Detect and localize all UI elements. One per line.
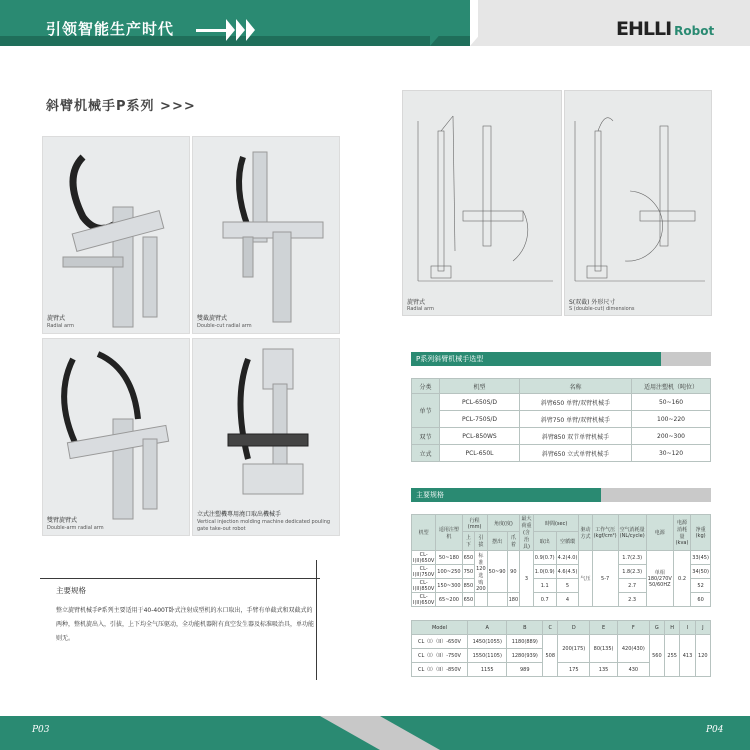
air-cell: 1.8(2.3) [618, 565, 646, 579]
header-cell: D [558, 621, 590, 635]
name-cell: 斜臂650 单臂/双臂机械手 [520, 394, 632, 411]
specs-title-bar: 主要规格 [411, 488, 601, 502]
model-cell: CL-I(II)850V [413, 579, 435, 592]
air-cell: 2.7 [618, 579, 646, 593]
model-cell: PCL-650S/D [440, 394, 520, 411]
photo-radial-arm [42, 136, 190, 334]
updown-cell: 850 [462, 579, 475, 593]
vertical-robot-image [193, 339, 341, 537]
model-cell: CL（I）（II）-750V [412, 649, 468, 663]
updown-cell: 650 [462, 593, 475, 607]
weight-cell: 34(50) [691, 565, 711, 579]
photo-double-arm-radial-arm [42, 338, 190, 536]
drawing-caption-en: Radial arm [407, 306, 434, 312]
dim-h-cell: 255 [665, 635, 680, 677]
dim-j-cell: 120 [695, 635, 710, 677]
header-cell: C [543, 621, 558, 635]
spec-title: 主要规格 [56, 586, 86, 595]
header-cell: A [468, 621, 507, 635]
dim-b-cell: 1180(889) [507, 635, 543, 649]
header-cell: 适用注塑机 [436, 515, 462, 551]
model-cell: CL-I(II)750V [413, 565, 435, 578]
model-cell: PCL-850WS [440, 428, 520, 445]
chevron-right-icon [236, 19, 245, 41]
page-number-left: P03 [32, 725, 50, 735]
category-cell: 单节 [412, 394, 440, 428]
cycle-cell: 4.2(4.0) [556, 551, 579, 565]
name-cell: 斜臂850 双节单臂机械手 [520, 428, 632, 445]
dim-g-cell: 560 [649, 635, 664, 677]
drive-cell: 气压 [579, 551, 592, 607]
header-cell: 時間(sec) [533, 515, 579, 532]
caption: 旋臂式 [47, 315, 66, 322]
updown-cell: 750 [462, 565, 475, 579]
dim-c-cell: 508 [543, 635, 558, 677]
table-header-row [412, 379, 711, 394]
drawing-caption: 旋臂式 [407, 299, 426, 306]
drawing-caption: S(双截) 外形尺寸 [569, 299, 616, 306]
header-cell: 空气消耗量(NL/cycle) [618, 515, 646, 551]
caption: 雙截旋臂式 [197, 315, 228, 322]
header-cell: 电源消耗量(kva) [673, 515, 690, 551]
table-row [412, 445, 711, 462]
technical-drawing-image [403, 91, 563, 317]
caption-en: Radial arm [47, 323, 74, 329]
footer-slant [320, 716, 380, 750]
spec-text: 整立旋臂机械手P系列主要适用于40-400T卧式注射成型机的水口取出，手臂有单截式和双截式的两种，整机旋出入，引拔，上下均全气压驱动，全功能机器附有真空发生器及标准吸治具，单功能则无。 [56, 607, 315, 642]
page-number-right: P04 [706, 725, 724, 735]
header-cell: 机型 [440, 379, 520, 394]
header-cell: 角度(度) [487, 515, 519, 532]
machine-cell: 100~250 [436, 565, 462, 579]
header-cell: 名称 [520, 379, 632, 394]
radial-arm-robot-image [43, 137, 191, 335]
grip-cell: 180 [507, 593, 520, 607]
take-cell: 1.1 [533, 579, 556, 593]
table-header-row [412, 621, 711, 635]
arrow-line-icon [196, 29, 226, 32]
power-cell: 单相180/270V 50/60HZ [646, 551, 673, 607]
footer-slant [380, 716, 440, 750]
header-cell: 驱动方式 [579, 515, 592, 551]
take-cell: 0.9(0.7) [533, 551, 556, 565]
title-bar-tail [601, 488, 711, 502]
header-cell: G [649, 621, 664, 635]
header-cell: 净重(kg) [691, 515, 711, 551]
model-cell: PCL-750S/D [440, 411, 520, 428]
table-row [412, 428, 711, 445]
selection-title-bar: P系列斜臂机械手选型 [411, 352, 661, 366]
header-cell: 行程(mm) [462, 515, 487, 532]
header-cell: 工作气压(kgf/cm²) [592, 515, 618, 551]
swing-cell [487, 593, 507, 607]
caption-en: Vertical injection molding machine dedicated pouling gate take-out robot [197, 519, 331, 532]
caption: 雙臂旋臂式 [47, 517, 78, 524]
photo-double-cut-radial-arm [192, 136, 340, 334]
tonnage-cell: 30~120 [632, 445, 711, 462]
header-cell: F [617, 621, 649, 635]
weight-cell: 33(45) [691, 551, 711, 565]
pull-cell: 标准 120 选购 200 [476, 552, 486, 592]
power-use-cell: 0.2 [673, 551, 690, 607]
selection-table [411, 378, 711, 462]
tonnage-cell: 50~160 [632, 394, 711, 411]
cycle-cell: 4 [556, 593, 579, 607]
air-cell: 1.7(2.3) [618, 551, 646, 565]
caption: 立式注塑機專用澆口取出機械手 [197, 511, 282, 518]
double-arm-robot-image [43, 339, 191, 537]
caption-en: Double-cut radial arm [197, 323, 252, 329]
header-cell: J [695, 621, 710, 635]
tonnage-cell: 100~220 [632, 411, 711, 428]
model-cell: CL-I(II)650V [413, 593, 435, 606]
weight-cell: 52 [691, 579, 711, 593]
weight-cell: 60 [691, 593, 711, 607]
cycle-cell: 5 [556, 579, 579, 593]
divider-horizontal [40, 578, 320, 579]
dim-a-cell: 1155 [468, 663, 507, 677]
dim-e-cell: 80(135) [590, 635, 618, 663]
header-slant [430, 0, 470, 46]
air-cell: 2.3 [618, 593, 646, 607]
model-cell: PCL-650L [440, 445, 520, 462]
dim-f-cell: 420(430) [617, 635, 649, 663]
brand-logo [616, 18, 714, 40]
pressure-cell: 5-7 [592, 551, 618, 607]
specs-table [411, 514, 711, 607]
header-cell: 空循環 [556, 532, 579, 551]
dim-a-cell: 1450(1055) [468, 635, 507, 649]
header-cell: B [507, 621, 543, 635]
dim-d-cell: 175 [558, 663, 590, 677]
take-cell: 1.0(0.9) [533, 565, 556, 579]
header-cell: 上下 [462, 532, 475, 551]
chevron-right-icon [226, 19, 235, 41]
caption-en: Double-arm radial arm [47, 525, 104, 531]
header-cell: I [680, 621, 695, 635]
header-cell: E [590, 621, 618, 635]
photo-vertical-take-out-robot [192, 338, 340, 536]
category-cell: 立式 [412, 445, 440, 462]
section-title: 斜臂机械手P系列 >>> [46, 99, 196, 114]
table-header-row [412, 515, 711, 532]
slogan: 引领智能生产时代 [46, 20, 175, 38]
header-cell: 适用注塑机（吨位） [632, 379, 711, 394]
name-cell: 斜臂750 单臂/双臂机械手 [520, 411, 632, 428]
take-cell: 0.7 [533, 593, 556, 607]
technical-drawing-image [565, 91, 713, 317]
pull-cell [475, 593, 488, 607]
machine-cell: 150~300 [436, 579, 462, 593]
header-cell: 取出 [533, 532, 556, 551]
header-cell: 最大荷重(含治具) [521, 516, 532, 550]
header-cell: 分类 [412, 379, 440, 394]
logo-word: Robot [674, 23, 715, 38]
load-cell: 3 [520, 551, 534, 607]
grip-cell: 90 [507, 551, 520, 593]
dim-i-cell: 413 [680, 635, 695, 677]
tonnage-cell: 200~300 [632, 428, 711, 445]
table-row [412, 635, 711, 649]
drawing-caption-en: S (double-cut) dimensions [569, 306, 635, 312]
header-cell: 引拔 [475, 532, 488, 551]
updown-cell: 650 [462, 551, 475, 565]
double-cut-robot-image [193, 137, 341, 335]
header-cell: 爪着 [507, 532, 520, 551]
model-cell: CL-I(II)650V [413, 551, 435, 564]
table-row [412, 551, 711, 565]
header-cell: 电源 [646, 515, 673, 551]
cycle-cell: 4.6(4.5) [556, 565, 579, 579]
dim-f-cell: 430 [617, 663, 649, 677]
dim-e-cell: 135 [590, 663, 618, 677]
drawing-double-cut-dimensions [564, 90, 712, 316]
dim-a-cell: 1550(1105) [468, 649, 507, 663]
table-row [412, 411, 711, 428]
machine-cell: 65~200 [436, 593, 462, 607]
category-cell: 双节 [412, 428, 440, 445]
model-cell: CL（I）（II）-850V [412, 663, 468, 677]
machine-cell: 50~180 [436, 551, 462, 565]
table-row [412, 394, 711, 411]
model-cell: CL（I）（II）-650V [412, 635, 468, 649]
dimensions-table [411, 620, 711, 677]
header-cell: 机型 [412, 515, 436, 551]
dim-b-cell: 1280(939) [507, 649, 543, 663]
title-bar-tail [661, 352, 711, 366]
dim-d-cell: 200(175) [558, 635, 590, 663]
dim-b-cell: 989 [507, 663, 543, 677]
swing-cell: 50~90 [487, 551, 507, 593]
name-cell: 斜臂650 立式单臂机械手 [520, 445, 632, 462]
chevron-right-icon [246, 19, 255, 41]
drawing-radial-arm [402, 90, 562, 316]
header-cell: H [665, 621, 680, 635]
logo-mark: EHLLI [616, 18, 672, 40]
header-cell: Model [412, 621, 468, 635]
header-cell: 摆出 [487, 532, 507, 551]
